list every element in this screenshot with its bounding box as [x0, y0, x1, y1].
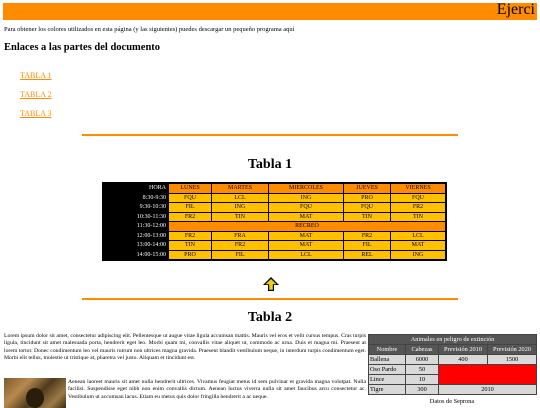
intro-text: Para obtener los colores utilizados en esta página (y las siguientes) puedes descargar un pequeño programa aquí — [4, 26, 295, 33]
subject-cell: TIN — [169, 241, 211, 250]
table-row — [104, 222, 445, 231]
hour-cell: 13:00-14:00 — [104, 241, 168, 250]
animal-value: 400 — [439, 355, 487, 364]
table-row — [104, 213, 445, 222]
hour-cell: 9:30-10:30 — [104, 203, 168, 212]
hour-cell: 14:00-15:00 — [104, 251, 168, 260]
column-header: JUEVES — [344, 184, 390, 193]
animal-value: 10 — [406, 375, 438, 384]
column-header: MARTES — [212, 184, 268, 193]
subject-cell: REL — [344, 251, 390, 260]
animal-value: 300 — [406, 385, 438, 394]
subject-cell: FQU — [169, 194, 211, 203]
links-heading: Enlaces a las partes del documento — [4, 42, 161, 53]
animals-header-row — [369, 345, 536, 354]
hour-cell: 8:30-9:30 — [104, 194, 168, 203]
subject-cell: ING — [269, 194, 343, 203]
column-header: MIERCOLES — [269, 184, 343, 193]
table-row — [369, 385, 536, 394]
subject-cell: MAT — [269, 241, 343, 250]
subject-cell: TIN — [391, 213, 445, 222]
alert-cell: 0 — [439, 365, 536, 384]
table-row — [104, 251, 445, 260]
divider — [82, 298, 458, 300]
column-header: LUNES — [169, 184, 211, 193]
lorem-paragraph: Lorem ipsum dolor sit amet, consectetur adipiscing elit. Pellentesque ut augue vitae ligula accumsan mattis. Mauris vel eros et velit cursus tempus. Cras turpis ligula, tincidunt sit amet malesuada porta, hendrerit eget leo. Morbi quam mi, convallis vitae aliquet ut, commodo ac urna. Duis et magna mi. Praesent at lorem tortor. Donec condimentum leo vel mauris rutrum non ultrices magna gravida. Praesent blandit vestibulum neque, in interdum turpis condimentum eget. Morbi elit tellus, molestie ut tristique at, pharetra vel justo. Aliquam et tincidunt est. — [4, 333, 366, 361]
subject-cell: TIN — [212, 213, 268, 222]
hour-cell: 11:30-12:00 — [104, 222, 168, 231]
schedule-header-row — [104, 184, 445, 193]
subject-cell: FR2 — [391, 203, 445, 212]
animals-table-caption: Datos de Seprona — [429, 398, 475, 405]
column-header: HORA — [104, 184, 168, 193]
table-row — [104, 241, 445, 250]
lorem-paragraph: Aenean laoreet mauris sit amet nulla hendrerit ultrices. Vivamus feugiat metus id sem pulvinar et gravida magna volutpat. Nulla facilisi. Suspendisse eget nibh non enim convallis dictum. Aenean luctus viverra nulla sit amet faucibus arcu consectetur ac. Vestibulum ut accumsan lacus. Etiam eu metus quis dolor fringilla hendrerit a ac neque. — [68, 379, 366, 400]
subject-cell: FIL — [344, 241, 390, 250]
animal-name: Ballena — [369, 355, 405, 364]
subject-cell: FR2 — [212, 241, 268, 250]
header-bar — [3, 3, 537, 20]
animal-name: Lince — [369, 375, 405, 384]
table-row — [104, 194, 445, 203]
link-tabla-2[interactable]: TABLA 2 — [20, 90, 52, 99]
subject-cell: PRO — [344, 194, 390, 203]
link-tabla-1[interactable]: TABLA 1 — [20, 71, 52, 80]
animals-title-row — [369, 335, 536, 344]
subject-cell: FQU — [269, 203, 343, 212]
subject-cell: ING — [212, 203, 268, 212]
subject-cell: MAT — [269, 213, 343, 222]
schedule-table — [102, 182, 447, 261]
table-row — [369, 355, 536, 364]
animal-name: Tigre — [369, 385, 405, 394]
subject-cell: MAT — [269, 232, 343, 241]
column-header: Cabezas — [406, 345, 438, 354]
animal-value: 2010 — [439, 385, 536, 394]
animal-photo — [4, 378, 66, 408]
up-arrow-icon[interactable] — [262, 276, 280, 292]
subject-cell: ING — [391, 251, 445, 260]
subject-cell: LCL — [212, 194, 268, 203]
animals-table-title: Animales en peligro de extinción — [369, 335, 536, 344]
subject-cell: FR2 — [344, 232, 390, 241]
subject-cell: FR2 — [169, 213, 211, 222]
subject-cell: FQU — [391, 194, 445, 203]
hour-cell: 10:30-11:30 — [104, 213, 168, 222]
column-header: VIERNES — [391, 184, 445, 193]
link-tabla-3[interactable]: TABLA 3 — [20, 109, 52, 118]
hour-cell: 12:00-13:00 — [104, 232, 168, 241]
subject-cell: TIN — [344, 213, 390, 222]
subject-cell: FIL — [169, 203, 211, 212]
animals-table — [368, 334, 537, 395]
subject-cell: LCL — [391, 232, 445, 241]
subject-cell: MAT — [391, 241, 445, 250]
column-header: Nombre — [369, 345, 405, 354]
subject-cell: FR2 — [169, 232, 211, 241]
animal-name: Oso Pardo — [369, 365, 405, 374]
animal-value: 6000 — [406, 355, 438, 364]
recreo-cell: RECREO — [169, 222, 445, 231]
page-title: Ejerci — [496, 3, 535, 18]
table-row — [104, 232, 445, 241]
column-header: Previsión 2020 — [488, 345, 536, 354]
table2-title: Tabla 2 — [247, 310, 293, 325]
animal-value: 1500 — [488, 355, 536, 364]
subject-cell: LCL — [269, 251, 343, 260]
table-row — [104, 203, 445, 212]
subject-cell: FQU — [344, 203, 390, 212]
subject-cell: FIL — [212, 251, 268, 260]
table-row — [369, 365, 536, 374]
subject-cell: FRA — [212, 232, 268, 241]
animal-value: 50 — [406, 365, 438, 374]
table1-title: Tabla 1 — [247, 157, 293, 172]
column-header: Previsión 2010 — [439, 345, 487, 354]
subject-cell: PRO — [169, 251, 211, 260]
divider — [82, 134, 458, 136]
